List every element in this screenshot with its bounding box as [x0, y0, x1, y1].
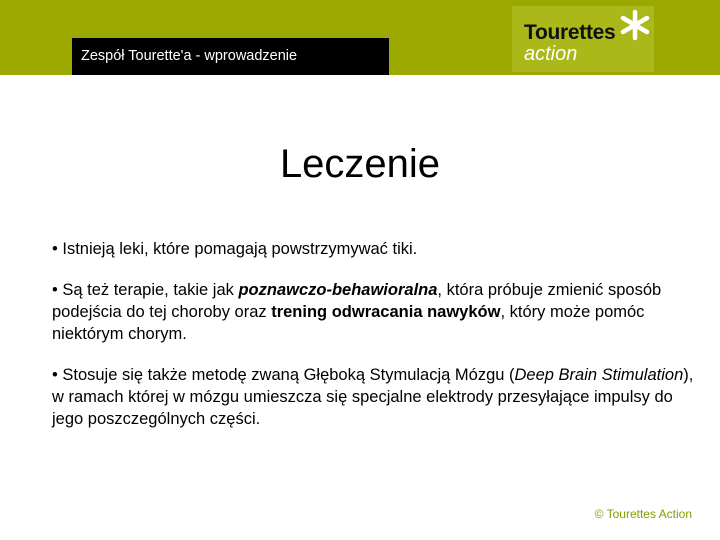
- footer-copyright: © Tourettes Action: [594, 507, 692, 521]
- term-cbt: poznawczo-behawioralna: [238, 281, 438, 299]
- logo-text-tourettes: Tourettes: [524, 21, 616, 44]
- logo-text-action: action: [524, 43, 578, 65]
- bullet-2: • Są też terapie, takie jak poznawczo-behawioralna, która próbuje zmienić sposób podejścia do tej choroby oraz trening odwracania nawyków, który może pomóc niektórym chorym.: [52, 281, 662, 343]
- tourettes-action-logo: [512, 6, 654, 72]
- term-habit-reversal: trening odwracania nawyków: [271, 303, 501, 321]
- asterisk-icon: [618, 8, 652, 42]
- slide-body: [52, 238, 702, 449]
- term-dbs: Deep Brain Stimulation: [514, 366, 684, 384]
- bullet-3: • Stosuje się także metodę zwaną Głęboką Stymulacją Mózgu (Deep Brain Stimulation), w ramach której w mózgu umieszcza się specjalne elektrody przesyłające impulsy do jego poszczególnych części.: [52, 366, 694, 428]
- header-title-tab: Zespół Tourette'a - wprowadzenie: [72, 38, 389, 75]
- slide-title: Leczenie: [279, 142, 441, 186]
- bullet-1: • Istnieją leki, które pomagają powstrzymywać tiki.: [52, 240, 418, 258]
